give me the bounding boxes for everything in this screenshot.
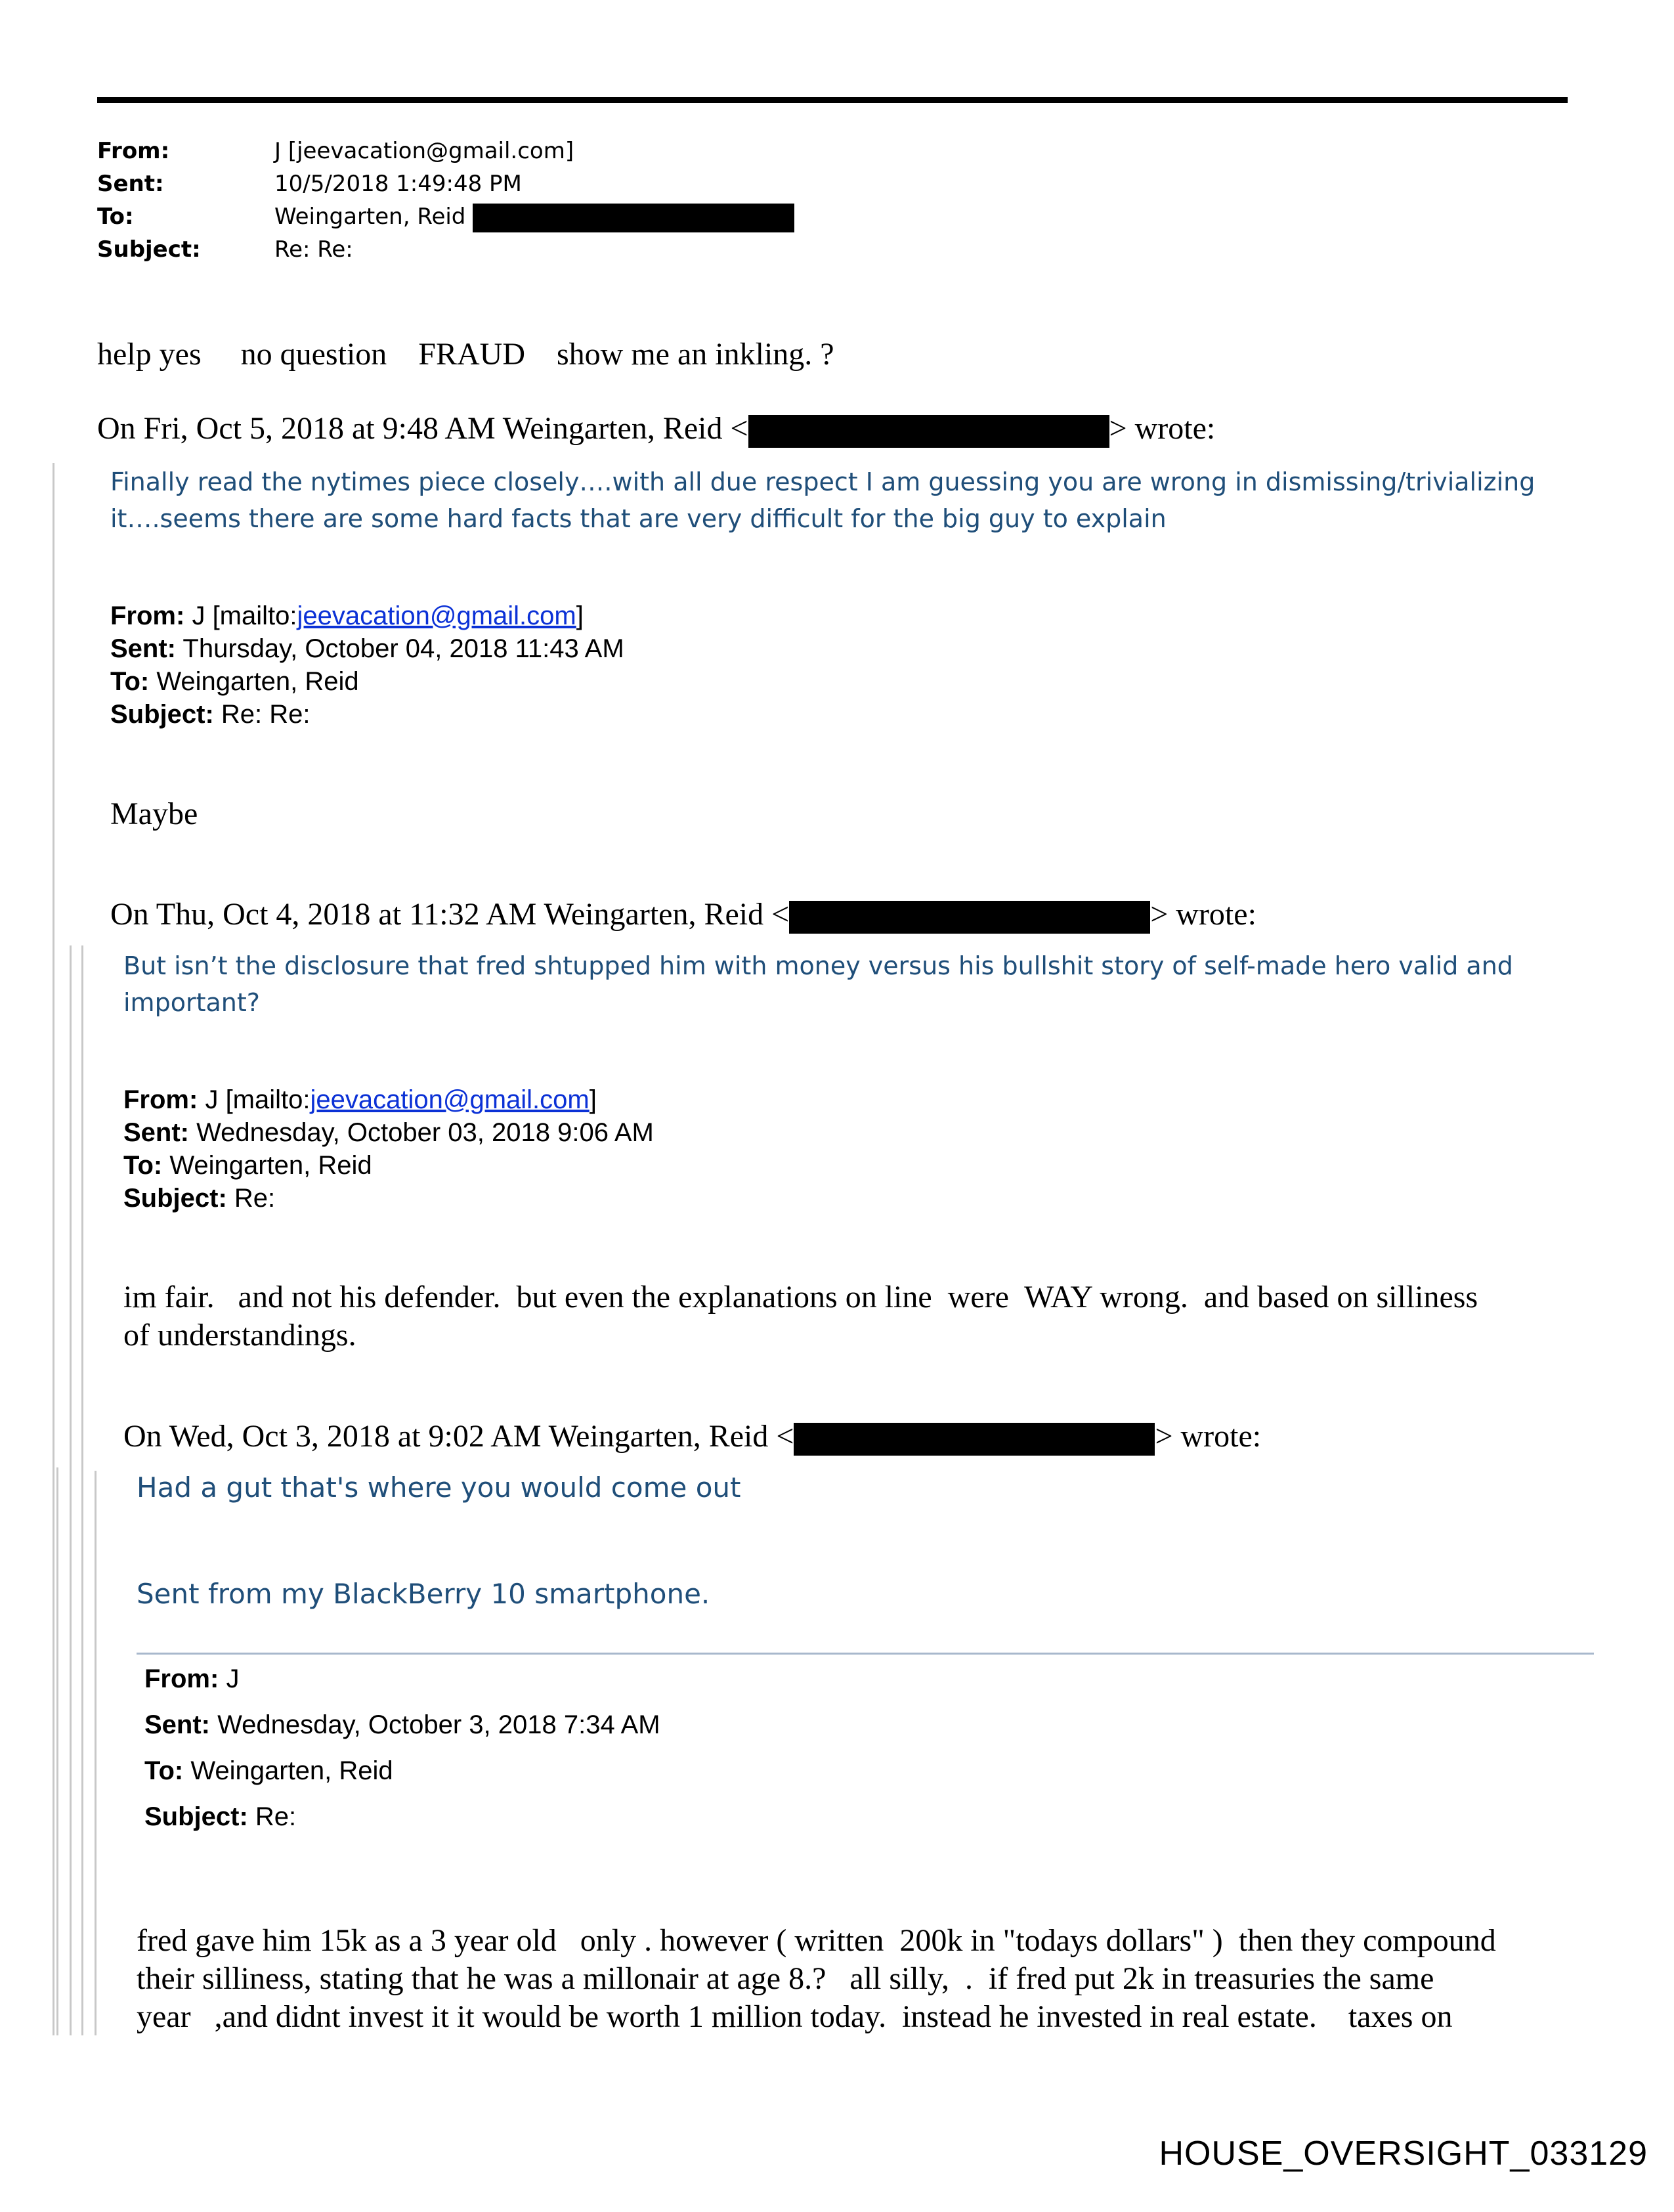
quote1-sent: Sent: Thursday, October 04, 2018 11:43 AM [110,634,624,663]
quote-bar-2b [81,945,83,2035]
quote2-subject: Subject: Re: [123,1184,276,1213]
quote1-to: To: Weingarten, Reid [110,667,359,696]
quote-text-3: Had a gut that's where you would come out [137,1471,741,1504]
quote-text-2: But isn’t the disclosure that fred shtupped him with money versus his bullshit story of self-made hero valid and [123,951,1513,980]
quote-text-1: Finally read the nytimes piece closely….with all due respect I am guessing you are wrong in dismissing/trivializing [110,467,1535,496]
quote-bar-2 [70,945,72,2035]
quote-text-2b: important? [123,988,260,1017]
quote2-from: From: J [mailto:jeevacation@gmail.com] [123,1085,597,1114]
quote-bar-3b [95,1471,97,2035]
quote3-from: From: J [144,1664,240,1693]
redaction-bar [473,204,794,232]
quote3-to: To: Weingarten, Reid [144,1756,393,1785]
quote1-subject: Subject: Re: Re: [110,700,311,729]
quote3-body-1: fred gave him 15k as a 3 year old only . however ( written 200k in "todays dollars" ) then they compound [137,1923,1496,1958]
quote2-reply-b: of understandings. [123,1318,356,1353]
quote-text-1b: it….seems there are some hard facts that are very difficult for the big guy to explain [110,504,1167,533]
header-separator [137,1653,1594,1655]
redaction-bar [748,415,1109,448]
quote1-from: From: J [mailto:jeevacation@gmail.com] [110,601,584,630]
message-body: help yes no question FRAUD show me an inkling. ? [97,337,834,372]
quote3-body-2: their silliness, stating that he was a millonair at age 8.? all silly, . if fred put 2k in treasuries the same [137,1961,1434,1996]
quote-intro-1: On Fri, Oct 5, 2018 at 9:48 AM Weingarten, Reid < > wrote: [97,410,1215,448]
email-link[interactable]: jeevacation@gmail.com [297,601,576,630]
bates-number: HOUSE_OVERSIGHT_033129 [1159,2135,1648,2173]
quote2-sent: Sent: Wednesday, October 03, 2018 9:06 AM [123,1118,654,1147]
quote-bar-1 [53,463,54,2035]
quote-intro-3: On Wed, Oct 3, 2018 at 9:02 AM Weingarten, Reid < > wrote: [123,1418,1261,1456]
email-link[interactable]: jeevacation@gmail.com [310,1085,590,1114]
redaction-bar [794,1423,1155,1456]
top-rule [97,97,1568,103]
quote-bar-3 [56,1467,58,2035]
quote-intro-2: On Thu, Oct 4, 2018 at 11:32 AM Weingarten, Reid < > wrote: [110,896,1256,934]
redaction-bar [789,901,1150,934]
blackberry-signature: Sent from my BlackBerry 10 smartphone. [137,1578,710,1610]
quote3-subject: Subject: Re: [144,1802,297,1831]
quote1-reply: Maybe [110,796,198,831]
quote3-sent: Sent: Wednesday, October 3, 2018 7:34 AM [144,1710,660,1739]
quote3-body-3: year ,and didnt invest it it would be worth 1 million today. instead he invested in real estate. taxes on [137,1999,1453,2034]
quote2-to: To: Weingarten, Reid [123,1151,372,1180]
quote2-reply: im fair. and not his defender. but even the explanations on line were WAY wrong. and based on silliness [123,1280,1478,1314]
